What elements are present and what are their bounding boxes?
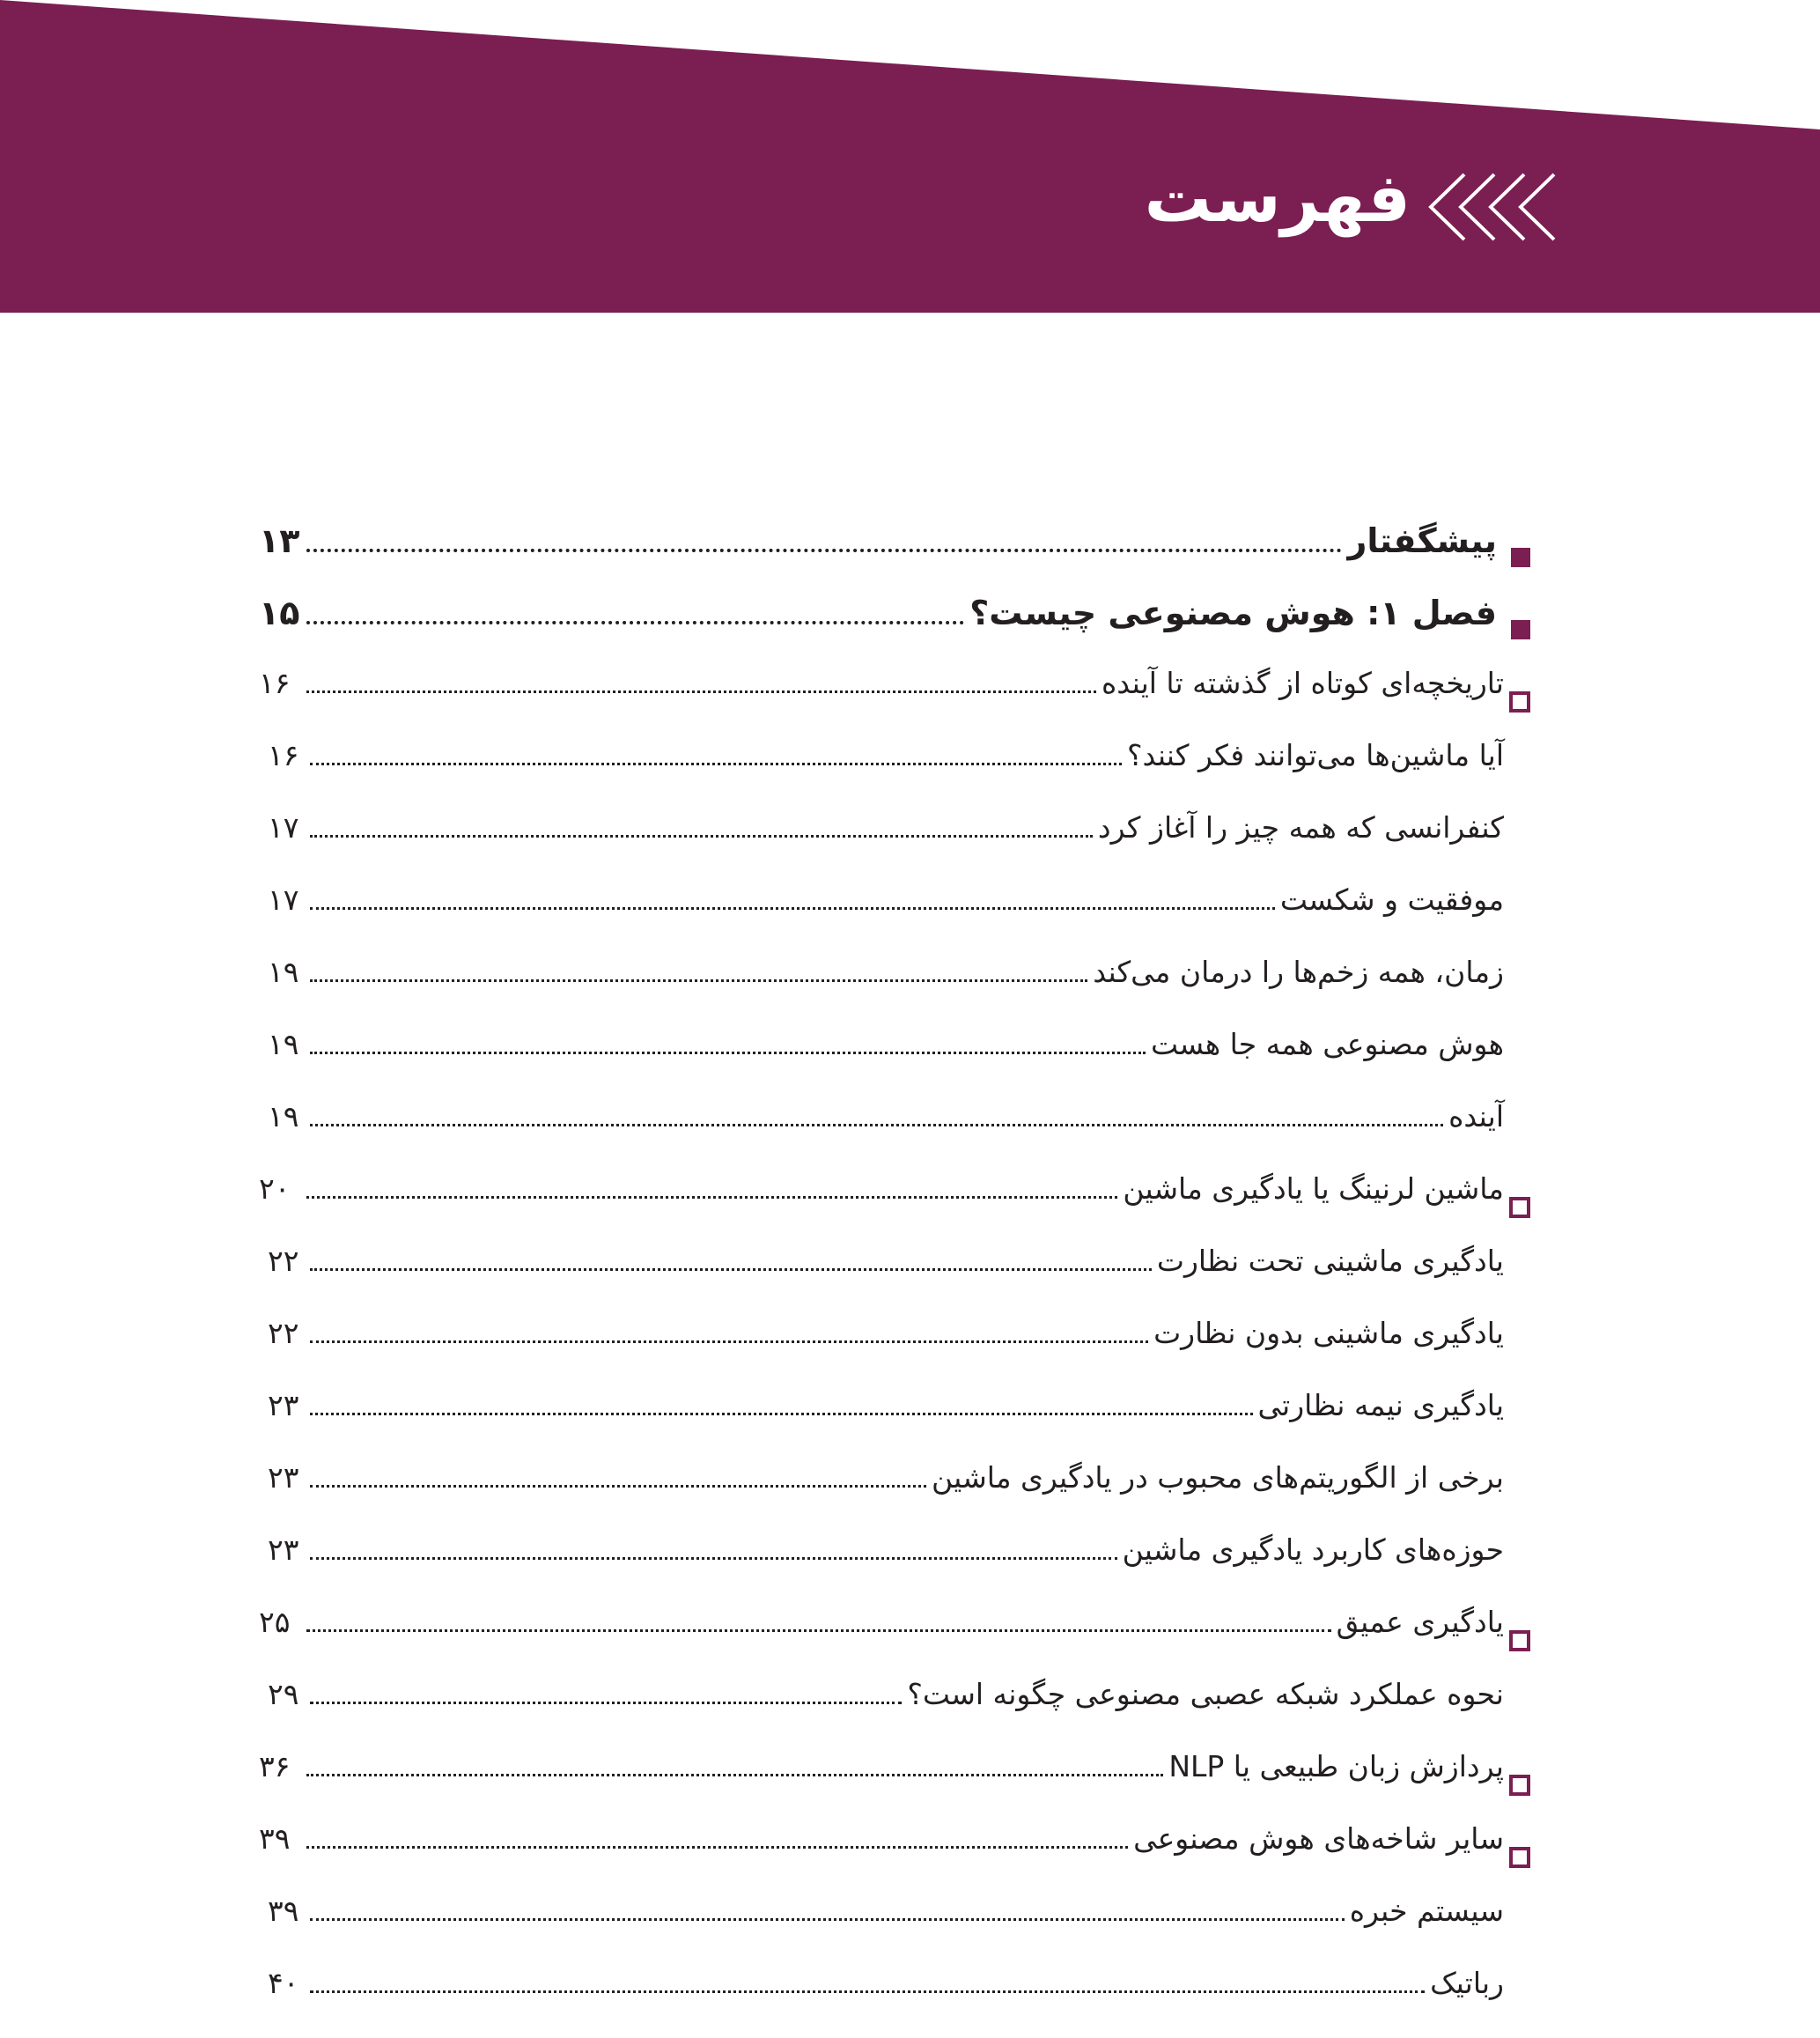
toc-entry-title: یادگیری نیمه نظارتی (1257, 1388, 1504, 1422)
toc-entry[interactable] (259, 1171, 1530, 1244)
toc-entry-title: پیشگفتار (1347, 521, 1497, 560)
hollow-square-bullet-icon (1509, 1847, 1530, 1868)
toc-entry-page-number: ۱۷ (268, 810, 299, 845)
toc-entry-page-number: ۱۹ (268, 955, 299, 989)
toc-entry-page-number: ۲۵ (259, 1605, 291, 1639)
toc-entry-page-number: ۲۳ (268, 1460, 299, 1495)
toc-entry-page-number: ۲۲ (268, 1316, 299, 1350)
toc-entry-title: برخی از الگوریتم‌های محبوب در یادگیری ماشین (932, 1460, 1504, 1495)
toc-entry-page-number: ۱۹ (268, 1027, 299, 1061)
dot-leader (306, 1774, 1163, 1776)
filled-square-bullet-icon (1511, 548, 1530, 567)
dot-leader (306, 1196, 1117, 1199)
dot-leader (310, 1485, 926, 1488)
toc-entry[interactable] (259, 1099, 1530, 1171)
toc-entry[interactable] (259, 1749, 1530, 1821)
toc-entry[interactable] (259, 521, 1530, 594)
toc-entry[interactable] (259, 1244, 1530, 1316)
toc-entry-title: یادگیری عمیق (1336, 1605, 1504, 1639)
table-of-contents (259, 521, 1530, 2038)
dot-leader (310, 979, 1087, 982)
toc-entry[interactable] (259, 1460, 1530, 1532)
dot-leader (310, 1557, 1117, 1560)
toc-entry-title: نحوه عملکرد شبکه عصبی مصنوعی چگونه است؟ (907, 1677, 1504, 1711)
dot-leader (310, 1124, 1443, 1126)
toc-entry-page-number: ۱۶ (268, 738, 299, 772)
toc-entry-page-number: ۱۷ (268, 882, 299, 917)
toc-entry[interactable] (259, 810, 1530, 882)
toc-entry[interactable] (259, 955, 1530, 1027)
toc-entry[interactable] (259, 1027, 1530, 1099)
toc-entry-title: ماشین لرنینگ یا یادگیری ماشین (1123, 1171, 1504, 1206)
dot-leader (310, 1918, 1345, 1921)
toc-entry-page-number: ۴۰ (268, 1966, 299, 2000)
toc-entry-page-number: ۱۵ (259, 594, 300, 632)
toc-entry-page-number: ۲۹ (268, 1677, 299, 1711)
toc-entry-title: آیا ماشین‌ها می‌توانند فکر کنند؟ (1126, 738, 1504, 772)
dot-leader (310, 1990, 1425, 1993)
toc-entry-title: یادگیری ماشینی تحت نظارت (1156, 1244, 1504, 1278)
dot-leader (310, 1413, 1253, 1415)
dot-leader (310, 1268, 1152, 1271)
hollow-square-bullet-icon (1509, 1197, 1530, 1218)
toc-entry[interactable] (259, 1388, 1530, 1460)
toc-entry-page-number: ۳۹ (259, 1821, 291, 1856)
toc-entry-title: پردازش زبان طبیعی یا NLP (1168, 1749, 1504, 1783)
dot-leader (306, 1629, 1331, 1632)
toc-entry[interactable] (259, 738, 1530, 810)
toc-entry-page-number: ۱۶ (259, 666, 291, 700)
hollow-square-bullet-icon (1509, 1630, 1530, 1651)
dot-leader (310, 907, 1275, 910)
toc-entry[interactable] (259, 1677, 1530, 1749)
toc-entry-title: آینده (1448, 1099, 1504, 1133)
toc-entry-title: سایر شاخه‌های هوش مصنوعی (1133, 1821, 1504, 1856)
toc-entry-title: حوزه‌های کاربرد یادگیری ماشین (1122, 1532, 1504, 1567)
dot-leader (306, 690, 1096, 693)
toc-entry-page-number: ۲۰ (259, 1171, 291, 1206)
toc-entry-title: موفقیت و شکست (1279, 882, 1504, 917)
toc-entry[interactable] (259, 666, 1530, 738)
dot-leader (306, 1846, 1128, 1849)
header-band (0, 0, 1820, 313)
dot-leader (306, 621, 964, 624)
filled-square-bullet-icon (1511, 620, 1530, 639)
dot-leader (310, 1702, 902, 1704)
toc-entry-title: یادگیری ماشینی بدون نظارت (1153, 1316, 1504, 1350)
toc-entry[interactable] (259, 1966, 1530, 2038)
toc-entry[interactable] (259, 1894, 1530, 1966)
toc-entry[interactable] (259, 1532, 1530, 1605)
toc-entry-page-number: ۳۶ (259, 1749, 291, 1783)
toc-entry[interactable] (259, 1605, 1530, 1677)
toc-entry[interactable] (259, 882, 1530, 955)
toc-entry-title: هوش مصنوعی همه جا هست (1150, 1027, 1504, 1061)
toc-entry-page-number: ۲۳ (268, 1532, 299, 1567)
header-band-shape (0, 0, 1820, 313)
toc-entry-page-number: ۱۹ (268, 1099, 299, 1133)
hollow-square-bullet-icon (1509, 691, 1530, 713)
toc-entry-title: سیستم خبره (1349, 1894, 1504, 1928)
toc-entry-page-number: ۱۳ (259, 521, 300, 560)
toc-entry[interactable] (259, 594, 1530, 666)
toc-entry[interactable] (259, 1316, 1530, 1388)
toc-entry-title: زمان، همه زخم‌ها را درمان می‌کند (1093, 955, 1504, 989)
toc-entry-page-number: ۲۲ (268, 1244, 299, 1278)
dot-leader (310, 1052, 1146, 1054)
toc-entry-title: فصل ۱: هوش مصنوعی چیست؟ (969, 594, 1497, 632)
toc-entry-title: کنفرانسی که همه چیز را آغاز کرد (1097, 810, 1504, 845)
dot-leader (306, 549, 1342, 552)
toc-entry-page-number: ۳۹ (268, 1894, 299, 1928)
quadruple-chevron-left-icon (1424, 167, 1565, 247)
dot-leader (310, 835, 1093, 838)
page-title: فهرست (1144, 159, 1411, 237)
hollow-square-bullet-icon (1509, 1775, 1530, 1796)
dot-leader (310, 763, 1122, 765)
dot-leader (310, 1340, 1148, 1343)
toc-entry-title: رباتیک (1430, 1966, 1504, 2000)
toc-entry-page-number: ۲۳ (268, 1388, 299, 1422)
toc-entry-title: تاریخچه‌ای کوتاه از گذشته تا آینده (1102, 666, 1504, 700)
toc-entry[interactable] (259, 1821, 1530, 1894)
